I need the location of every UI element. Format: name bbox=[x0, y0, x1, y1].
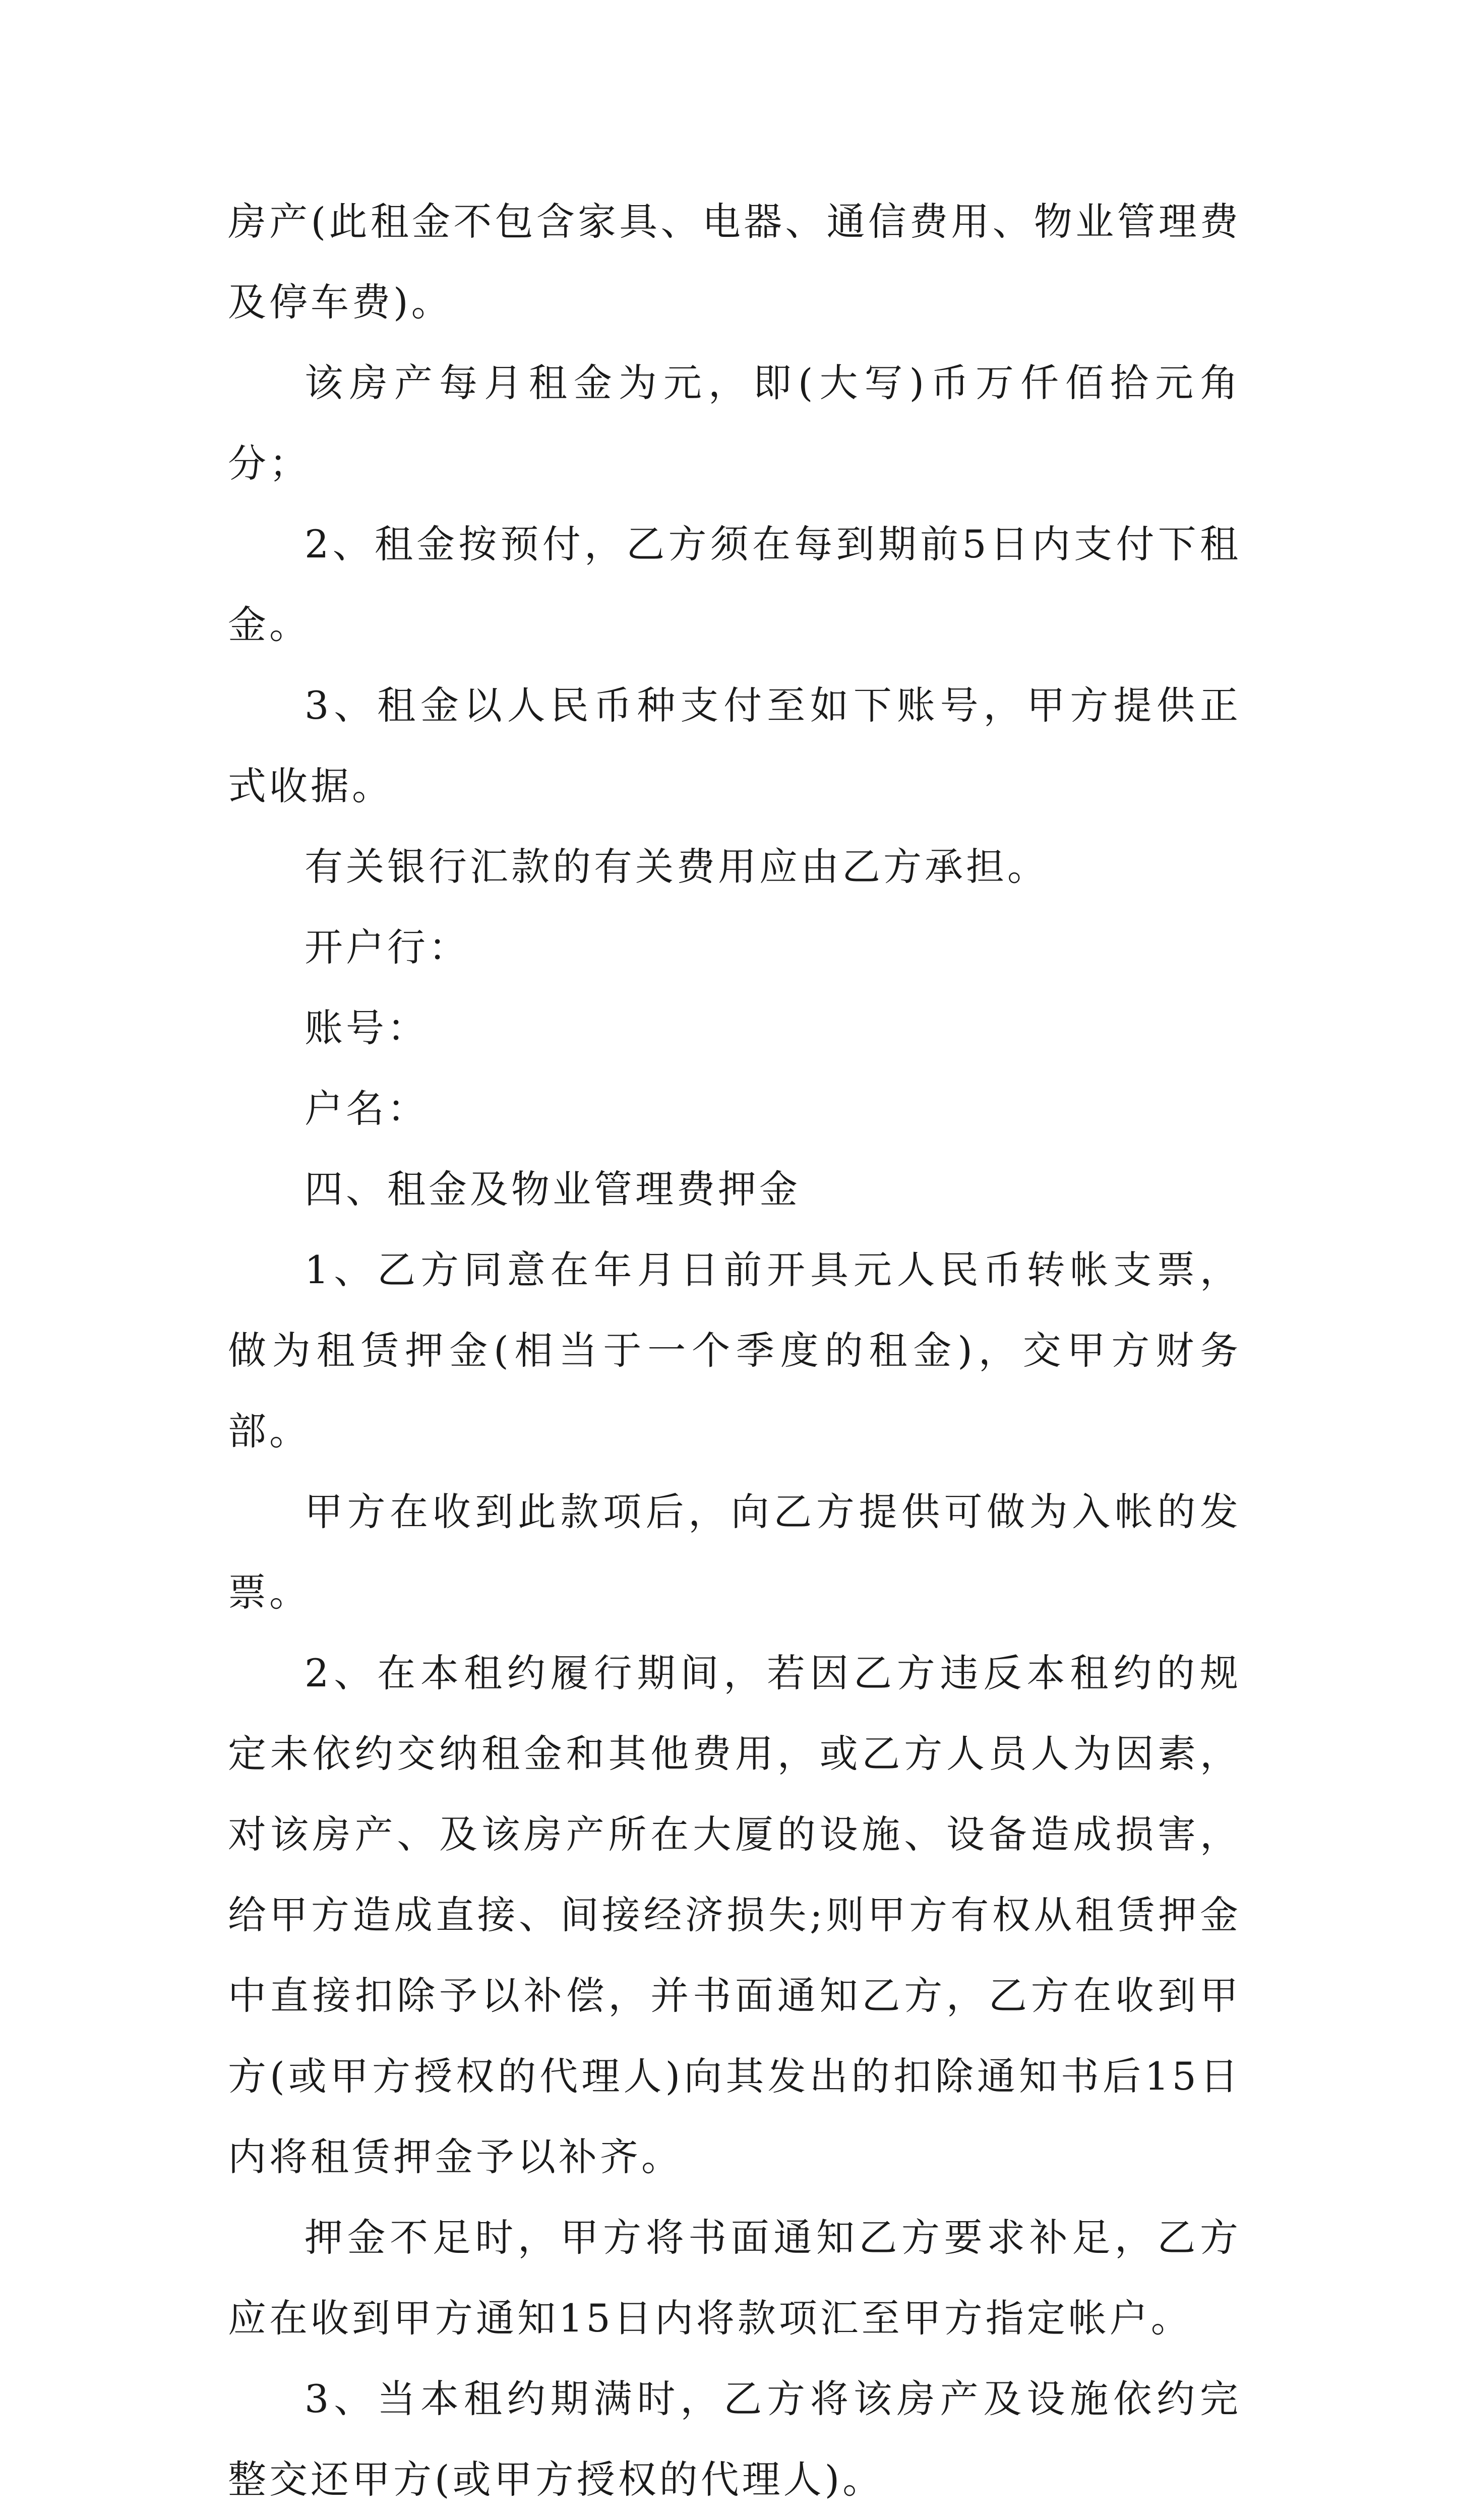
paragraph-2: 该房产每月租金为元，即(大写)币万仟佰拾元角分； bbox=[228, 360, 1241, 486]
account-name-label: 户名： bbox=[305, 1086, 429, 1131]
paragraph-10: 1、乙方同意在年月日前开具元人民币转帐支票，做为租赁押金(相当于一个季度的租金)，交甲方财务部。 bbox=[228, 1247, 1241, 1454]
paragraph-4: 3、租金以人民币种支付至如下账号，甲方提供正式收据。 bbox=[228, 683, 1241, 808]
paragraph-13: 押金不足时，甲方将书面通知乙方要求补足，乙方应在收到甲方通知15日内将款项汇至甲方指定帐户。 bbox=[228, 2215, 1241, 2341]
paragraph-3: 2、租金按预付，乙方须在每到期前5日内支付下租金。 bbox=[228, 522, 1241, 647]
bank-name-label: 开户行： bbox=[305, 925, 470, 970]
document-body bbox=[228, 181, 1241, 2520]
paragraph-14: 3、当本租约期满时，乙方将该房产及设施依约完整交还甲方(或甲方授权的代理人)。 bbox=[228, 2376, 1241, 2502]
paragraph-1: 房产(此租金不包含家具、电器、通信费用、物业管理费及停车费)。 bbox=[228, 199, 1241, 325]
paragraph-11: 甲方在收到此款项后，向乙方提供可做为入帐的发票。 bbox=[228, 1489, 1241, 1615]
section-heading-deposit: 四、租金及物业管理费押金 bbox=[305, 1167, 801, 1212]
paragraph-12: 2、在本租约履行期间，若因乙方违反本租约的规定未依约交纳租金和其他费用，或乙方人员人为因素，对该房产、及该房产所在大厦的设施、设备造成损害，给甲方造成直接、间接经济损失;则甲方有权从租赁押金中直接扣除予以补偿，并书面通知乙方，乙方在收到甲方(或甲方授权的代理人)向其发出的扣除通知书后15日内将租赁押金予以补齐。 bbox=[228, 1651, 1241, 2179]
account-number-label: 账号： bbox=[305, 1005, 429, 1050]
paragraph-5: 有关银行汇款的有关费用应由乙方承担。 bbox=[305, 844, 1049, 889]
